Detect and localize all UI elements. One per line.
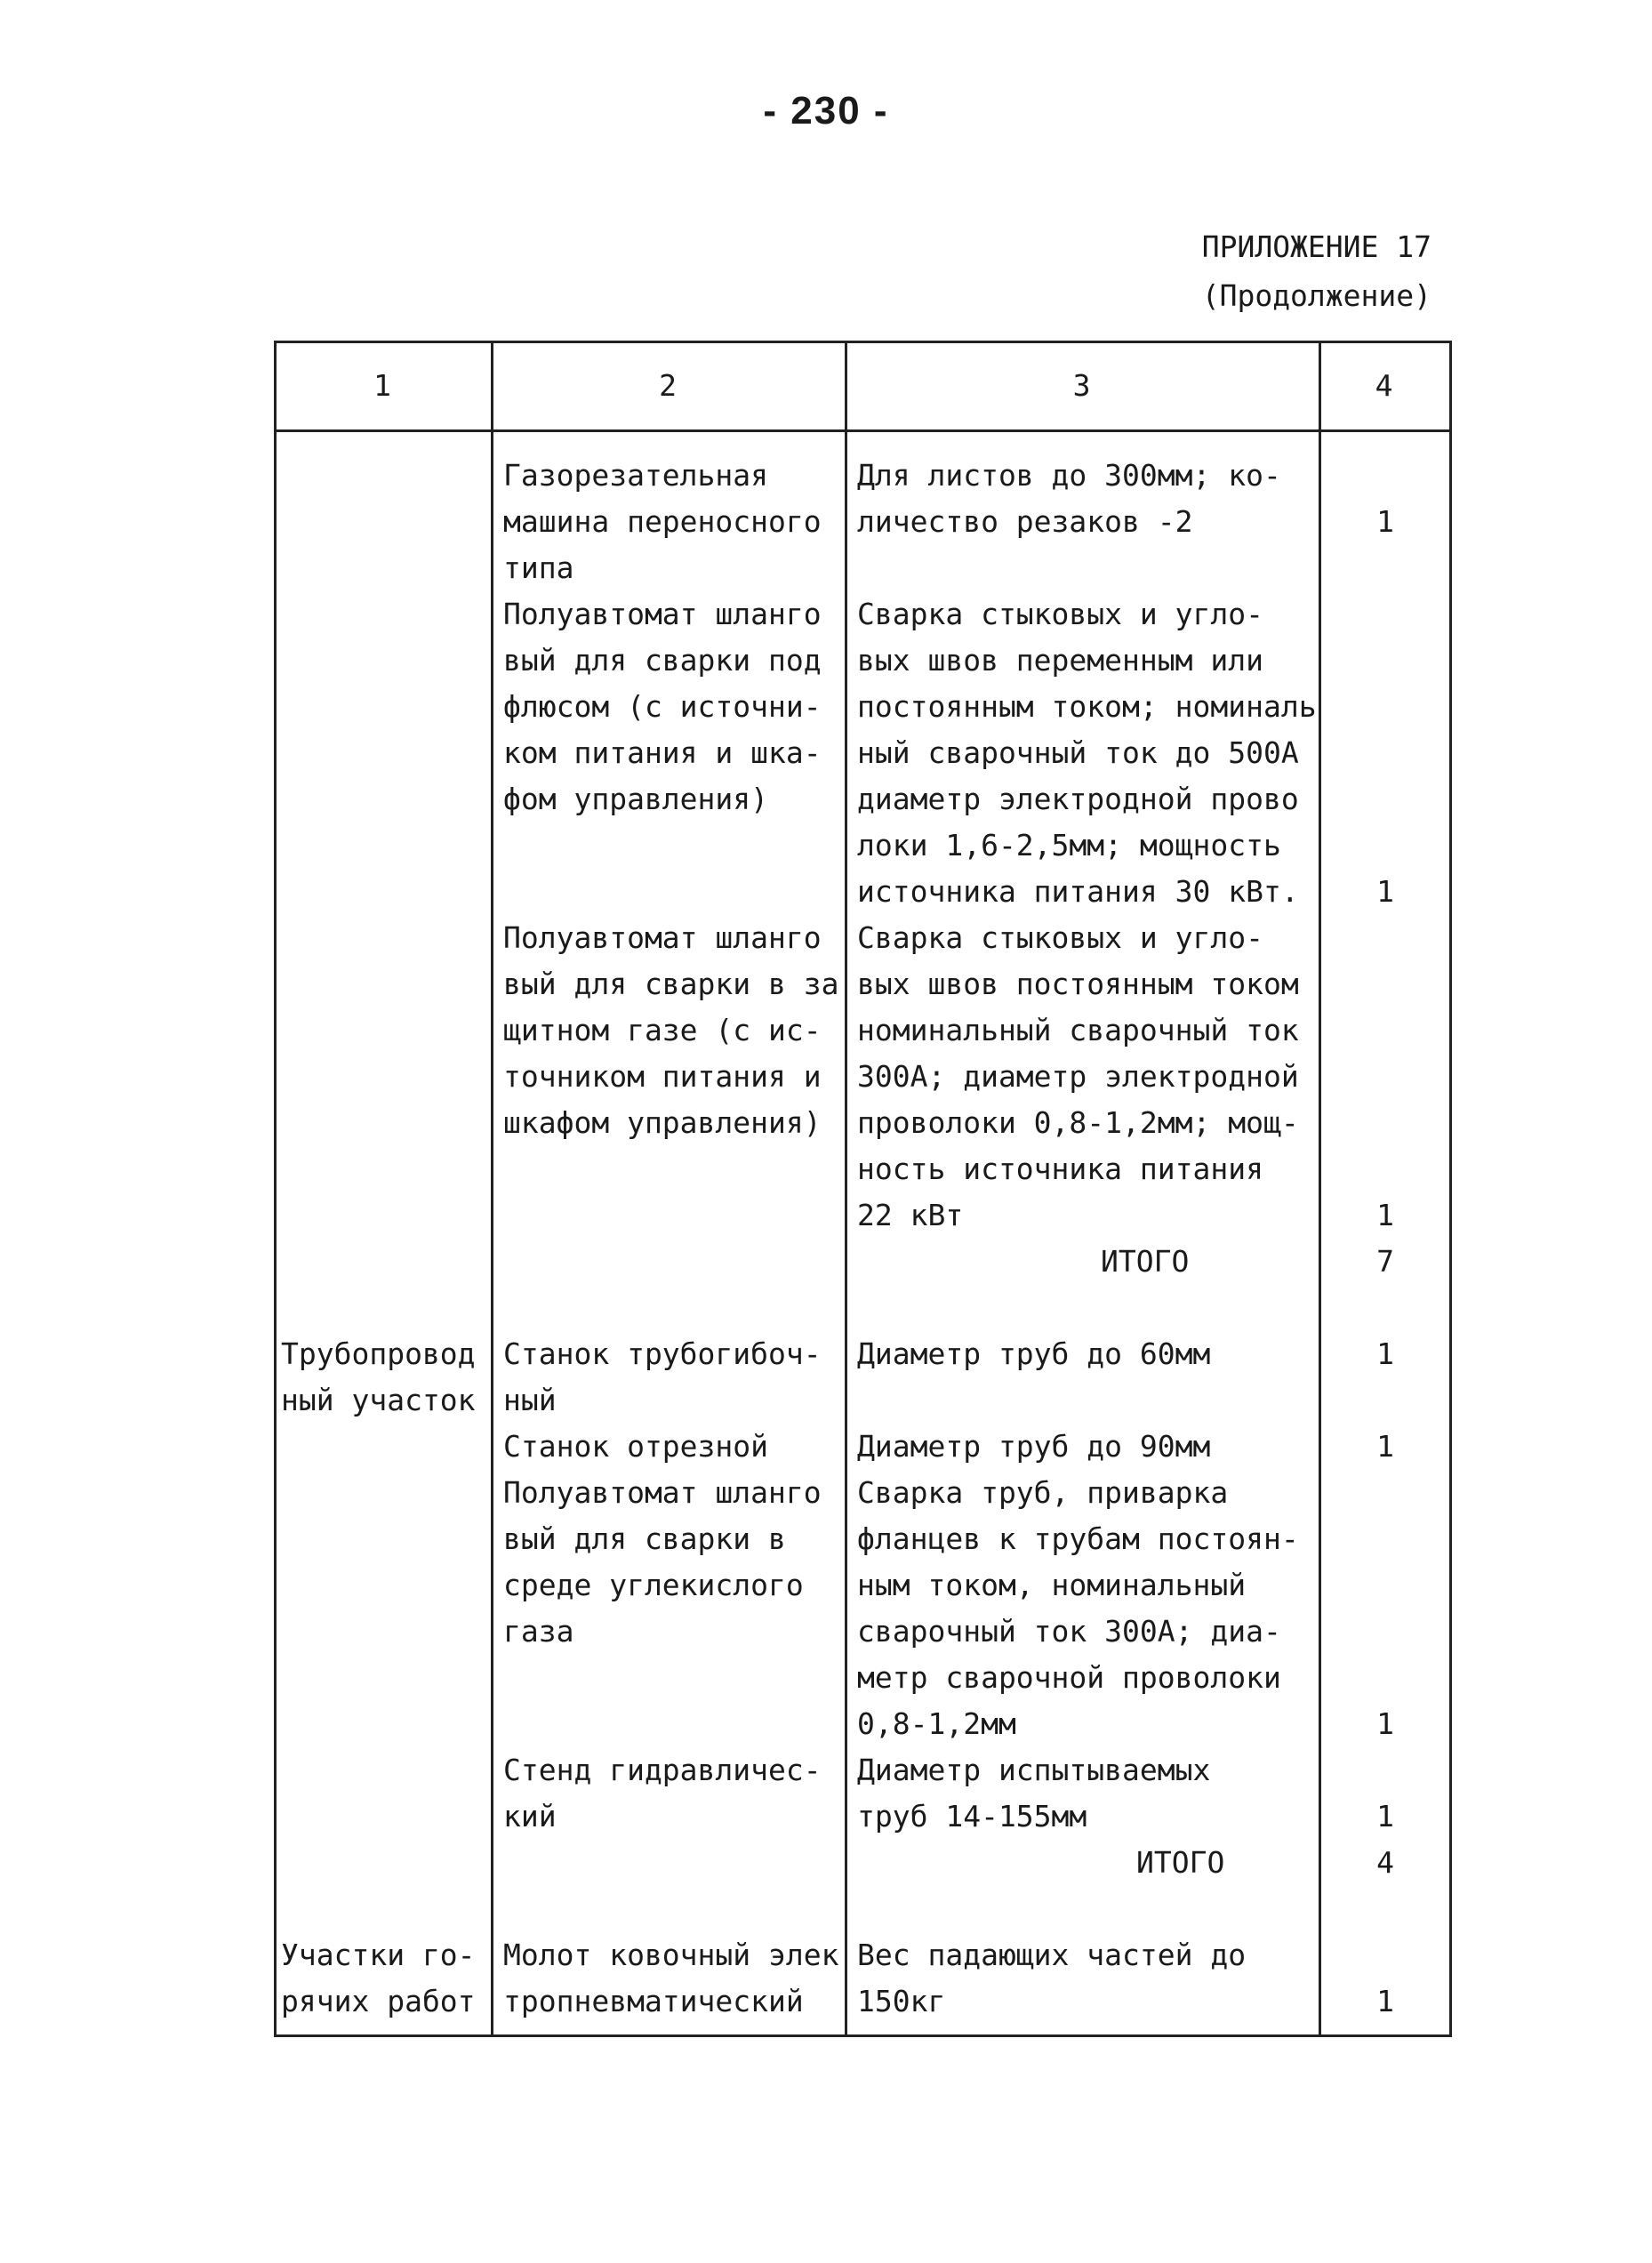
spec-line: Для листов до 300мм; ко- xyxy=(857,458,1281,493)
equipment-name-line: среде углекислого xyxy=(503,1568,804,1602)
equipment-table xyxy=(274,341,1452,2034)
spec-line: ный сварочный ток до 500А xyxy=(857,735,1299,770)
equipment-name-line: Станок отрезной xyxy=(503,1429,769,1464)
equipment-name-line: машина переносного xyxy=(503,504,822,539)
table-bottom-border xyxy=(274,2034,1452,2037)
spec-line: Диаметр труб до 90мм xyxy=(857,1429,1211,1464)
equipment-name-line: вый для сварки в xyxy=(503,1521,786,1556)
page-number: - 230 - xyxy=(763,89,889,132)
quantity-value: 1 xyxy=(1376,1984,1394,2018)
spec-line: личество резаков -2 xyxy=(857,504,1193,539)
column-header: 2 xyxy=(659,367,677,403)
quantity-value: 1 xyxy=(1376,874,1394,909)
spec-line: вых швов переменным или xyxy=(857,643,1263,678)
equipment-name-line: вый для сварки в за xyxy=(503,967,839,1001)
spec-line: Сварка стыковых и угло- xyxy=(857,597,1263,631)
table-left-border xyxy=(274,341,277,2034)
spec-line: диаметр электродной прово xyxy=(857,782,1299,816)
quantity-value: 1 xyxy=(1376,504,1394,539)
equipment-name-line: Стенд гидравличес- xyxy=(503,1753,822,1787)
section-name-line: Участки го- xyxy=(281,1938,476,1972)
spec-line: Сварка труб, приварка xyxy=(857,1475,1229,1510)
equipment-name-line: типа xyxy=(503,550,574,585)
quantity-value: 1 xyxy=(1376,1429,1394,1464)
appendix-heading xyxy=(1202,222,1431,320)
spec-line: ность источника питания xyxy=(857,1152,1263,1186)
equipment-name-line: Полуавтомат шланго xyxy=(503,920,822,955)
equipment-name-line: фом управления) xyxy=(503,782,769,816)
spec-line: 0,8-1,2мм xyxy=(857,1706,1016,1741)
spec-line: Сварка стыковых и угло- xyxy=(857,920,1263,955)
equipment-name-line: вый для сварки под xyxy=(503,643,822,678)
quantity-value: 1 xyxy=(1376,1198,1394,1232)
equipment-name-line: Молот ковочный элек xyxy=(503,1938,839,1972)
spec-line: труб 14-155мм xyxy=(857,1799,1087,1834)
spec-line: Диаметр труб до 60мм xyxy=(857,1336,1211,1371)
section-name-line: ный участок xyxy=(281,1383,476,1417)
equipment-name-line: газа xyxy=(503,1614,574,1649)
table-header-border xyxy=(274,429,1452,432)
total-label: ИТОГО xyxy=(1101,1244,1190,1279)
quantity-value: 4 xyxy=(1376,1845,1394,1880)
appendix-title: ПРИЛОЖЕНИЕ 17 xyxy=(1201,229,1431,264)
total-label: ИТОГО xyxy=(1136,1845,1225,1880)
equipment-name-line: Полуавтомат шланго xyxy=(503,1475,822,1510)
quantity-value: 1 xyxy=(1376,1799,1394,1834)
column-divider xyxy=(1319,341,1321,2034)
spec-line: Вес падающих частей до xyxy=(857,1938,1247,1972)
spec-line: источника питания 30 кВт. xyxy=(857,874,1299,909)
equipment-name-line: Станок трубогибоч- xyxy=(503,1336,822,1371)
spec-line: ным током, номинальный xyxy=(857,1568,1247,1602)
quantity-value: 1 xyxy=(1376,1706,1394,1741)
quantity-value: 7 xyxy=(1376,1244,1394,1279)
column-header: 3 xyxy=(1072,367,1091,403)
spec-line: вых швов постоянным током xyxy=(857,967,1299,1001)
column-header: 4 xyxy=(1375,367,1393,403)
spec-line: постоянным током; номиналь xyxy=(857,689,1317,724)
spec-line: метр сварочной проволоки xyxy=(857,1660,1281,1695)
column-divider xyxy=(845,341,847,2034)
table-right-border xyxy=(1449,341,1452,2034)
equipment-name-line: Полуавтомат шланго xyxy=(503,597,822,631)
section-name-line: Трубопровод xyxy=(281,1336,476,1371)
equipment-name-line: флюсом (с источни- xyxy=(503,689,822,724)
appendix-subtitle: (Продолжение) xyxy=(1201,278,1431,313)
spec-line: 150кг xyxy=(857,1984,946,2018)
spec-line: 300А; диаметр электродной xyxy=(857,1059,1299,1094)
spec-line: Диаметр испытываемых xyxy=(857,1753,1211,1787)
spec-line: фланцев к трубам постоян- xyxy=(857,1521,1299,1556)
column-header: 1 xyxy=(373,367,391,403)
column-divider xyxy=(491,341,493,2034)
equipment-name-line: ком питания и шка- xyxy=(503,735,822,770)
equipment-name-line: ный xyxy=(503,1383,557,1417)
spec-line: сварочный ток 300А; диа- xyxy=(857,1614,1281,1649)
equipment-name-line: кий xyxy=(503,1799,557,1834)
quantity-value: 1 xyxy=(1376,1336,1394,1371)
equipment-name-line: Газорезательная xyxy=(503,458,769,493)
equipment-name-line: точником питания и xyxy=(503,1059,822,1094)
spec-line: 22 кВт xyxy=(857,1198,964,1232)
equipment-name-line: щитном газе (с ис- xyxy=(503,1013,822,1047)
spec-line: проволоки 0,8-1,2мм; мощ- xyxy=(857,1105,1299,1140)
spec-line: локи 1,6-2,5мм; мощность xyxy=(857,828,1281,863)
spec-line: номинальный сварочный ток xyxy=(857,1013,1299,1047)
section-name-line: рячих работ xyxy=(281,1984,476,2018)
equipment-name-line: тропневматический xyxy=(503,1984,804,2018)
equipment-name-line: шкафом управления) xyxy=(503,1105,822,1140)
